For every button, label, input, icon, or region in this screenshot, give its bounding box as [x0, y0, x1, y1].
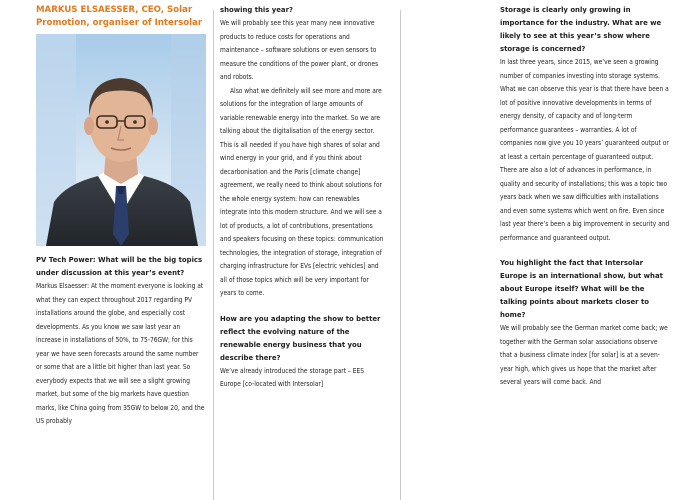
- answer-paragraph-1: We will probably see this year many new innovative products to reduce costs for operations and maintenance – software solutions or even sensors to measure the conditions of the power plant, or drones and robots.: [220, 19, 379, 81]
- answer-3: In last three years, since 2015, we’ve seen a growing number of companies investing into storage systems. What we can observe this year is that there have been a lot of positive innovative developments in terms of energy density, of capacity and of long-term performance guarantees – warranties. A lot of companies now give you 10 years’ guaranteed output or at least a certain percentage of guaranteed output. There are also a lot of advances in performance, in quality and security of installations; this was a topic two years back when we saw difficulties with installations and even some systems which went on fire. Even since last year there’s been a big improvement in security and performance and guaranteed output.: [500, 58, 670, 242]
- spacer: [500, 245, 670, 257]
- answer-2: We’ve already introduced the storage part – EES Europe [co-located with Intersolar]: [220, 366, 365, 388]
- answer-4: We will probably see the German market come back; we together with the German solar associations observe that a business climate index [for solar] is at a seven-year high, which gives us hope that the market after several years will come back. And: [500, 324, 668, 386]
- answer-paragraph-2: Also what we definitely will see more and more are solutions for the integration of large amounts of variable renewable energy into the market. So we are talking about the digitalisation of the energy sector. This is all needed if you have high shares of solar and wind energy in your grid, and if you think about decarbonisation and the Paris [climate change] agreement, we really need to think about solutions for the whole energy system: how can renewables integrate into this modern structure. And we will see a lot of products, a lot of contributions, presentations and speakers focusing on these topics: communication technologies, the integration of storage, integration of charging infrastructure for EVs [electric vehicles] and all of those topics which will be very important for years to come.: [220, 86, 384, 297]
- question-1: PV Tech Power: What will be the big topics under discussion at this year’s event?: [36, 256, 203, 277]
- question-tail: showing this year?: [220, 6, 293, 14]
- byline: MARKUS ELSAESSER, CEO, Solar Promotion, organiser of Intersolar: [36, 5, 203, 28]
- spacer: [220, 301, 384, 313]
- spacer: [36, 246, 206, 254]
- question-2: How are you adapting the show to better reflect the evolving nature of the renewable energy business that you describe there?: [220, 314, 381, 362]
- portrait-photo: [36, 34, 206, 246]
- column-2: [220, 0, 384, 392]
- column-3: [500, 0, 670, 390]
- question-3: Storage is clearly only growing in importance for the industry. What are we likely to see at this year’s show where storage is concerned?: [500, 6, 662, 53]
- column-1: [36, 0, 206, 429]
- answer-1: Markus Elsaesser: At the moment everyone is looking at what they can expect throughout 2017 regarding PV installations around the globe, and especially cost developments. As you know we saw last year an increase in installations of 50%, to 75-76GW; for this year we have seen forecasts around the same number or some that are a little bit higher than last year. So everybody expects that we will see a slight growing market, but some of the big markets have question marks, like China going from 35GW to below 20, and the US probably: [36, 282, 205, 425]
- question-4: You highlight the fact that Intersolar Europe is an international show, but what about Europe itself? What will be the talking points about markets closer to home?: [500, 259, 663, 319]
- column-divider: [400, 10, 401, 500]
- column-divider: [213, 10, 214, 500]
- portrait-figure: [36, 34, 206, 246]
